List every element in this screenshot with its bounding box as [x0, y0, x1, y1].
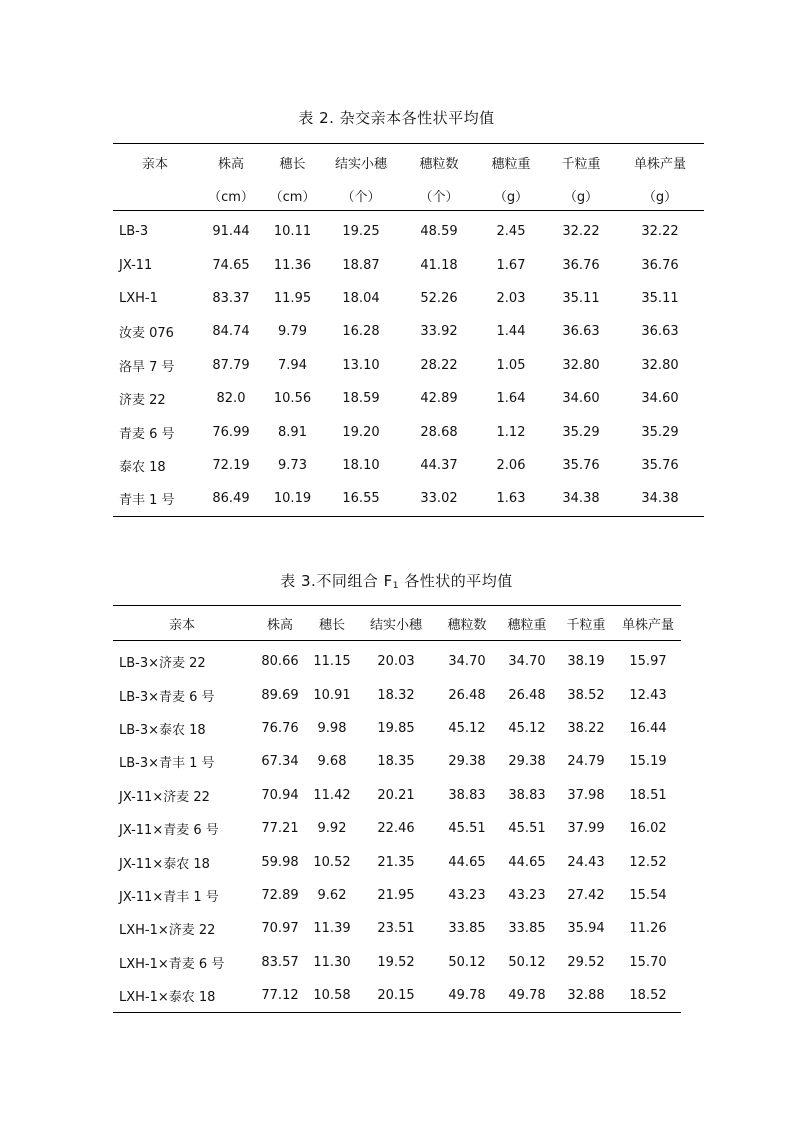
table-row — [113, 641, 681, 679]
value-cell: 80.66 — [261, 654, 299, 670]
value-cell: 37.99 — [567, 821, 605, 837]
value-cell: 36.63 — [562, 324, 600, 340]
value-cell: 36.63 — [641, 324, 679, 340]
table3-header-cell: 穗粒重 — [497, 606, 557, 641]
table2-header-cell: 亲本 — [141, 156, 168, 172]
value-cell: 77.12 — [261, 988, 299, 1004]
value-cell: 9.68 — [317, 754, 347, 770]
value-cell: 7.94 — [278, 357, 307, 373]
value-cell: 34.70 — [508, 654, 546, 670]
row-label-cell: JX-11×泰农 18 — [119, 856, 210, 872]
value-cell: 11.26 — [629, 921, 667, 937]
value-cell: 1.05 — [496, 357, 526, 373]
value-cell: 35.29 — [641, 424, 679, 440]
value-cell: 44.65 — [448, 854, 486, 870]
value-cell: 50.12 — [448, 954, 486, 970]
value-cell: 74.65 — [212, 257, 250, 273]
table2-caption: 表 2. 杂交亲本各性状平均值 — [298, 109, 495, 127]
value-cell: 19.25 — [342, 224, 380, 240]
value-cell: 34.38 — [641, 491, 679, 507]
value-cell: 33.85 — [508, 921, 546, 937]
value-cell: 12.52 — [629, 854, 667, 870]
value-cell: 33.92 — [420, 324, 458, 340]
row-label-cell: JX-11×济麦 22 — [119, 789, 210, 805]
value-cell: 16.55 — [342, 491, 380, 507]
value-cell: 1.67 — [496, 257, 526, 273]
table-row — [113, 912, 681, 945]
value-cell: 22.46 — [377, 821, 415, 837]
value-cell: 38.19 — [567, 654, 605, 670]
table-row — [113, 248, 704, 281]
table2-header-cell: 穗粒数 — [419, 156, 459, 172]
value-cell: 43.23 — [448, 887, 486, 903]
value-cell: 24.79 — [567, 754, 605, 770]
value-cell: 15.97 — [629, 654, 667, 670]
value-cell: 86.49 — [212, 491, 250, 507]
value-cell: 11.95 — [273, 290, 312, 306]
value-cell: 45.51 — [448, 821, 486, 837]
value-cell: 32.88 — [567, 988, 605, 1004]
table2-header-cell: 千粒重 — [561, 156, 601, 172]
value-cell: 12.43 — [629, 687, 667, 703]
table3-header-row — [113, 606, 681, 641]
value-cell: 76.99 — [212, 424, 250, 440]
value-cell: 29.38 — [508, 754, 546, 770]
value-cell: 49.78 — [508, 988, 546, 1004]
table2-header-cell: 单株产量 — [633, 156, 686, 172]
row-label-cell: JX-11 — [119, 257, 153, 273]
value-cell: 18.51 — [629, 787, 667, 803]
value-cell: 9.98 — [317, 720, 347, 736]
value-cell: 18.32 — [377, 687, 415, 703]
value-cell: 20.15 — [377, 988, 415, 1004]
value-cell: 35.76 — [641, 457, 679, 473]
value-cell: 21.95 — [377, 887, 415, 903]
value-cell: 18.35 — [377, 754, 415, 770]
value-cell: 19.85 — [377, 720, 415, 736]
value-cell: 18.59 — [342, 391, 380, 407]
row-label-cell: 青麦 6 号 — [119, 426, 175, 442]
value-cell: 27.42 — [567, 887, 605, 903]
value-cell: 34.70 — [448, 654, 486, 670]
value-cell: 32.22 — [562, 224, 600, 240]
value-cell: 38.22 — [567, 720, 605, 736]
value-cell: 15.70 — [629, 954, 667, 970]
value-cell: 2.06 — [496, 457, 526, 473]
table2-unit-cell: （g） — [546, 180, 616, 211]
value-cell: 33.85 — [448, 921, 486, 937]
table-row — [113, 211, 704, 249]
value-cell: 43.23 — [508, 887, 546, 903]
table2-unit-cell: （个） — [402, 180, 476, 211]
value-cell: 9.73 — [278, 457, 307, 473]
value-cell: 23.51 — [377, 921, 415, 937]
value-cell: 16.44 — [629, 720, 667, 736]
value-cell: 28.22 — [420, 357, 458, 373]
table2-unit-cell: （g） — [616, 180, 704, 211]
value-cell: 13.10 — [342, 357, 380, 373]
value-cell: 76.76 — [261, 720, 299, 736]
table3-caption-main: 表 3.不同组合 F — [280, 572, 393, 590]
value-cell: 26.48 — [508, 687, 546, 703]
table2 — [113, 143, 704, 517]
table3-caption — [0, 570, 793, 591]
table-row — [113, 415, 704, 448]
value-cell: 29.52 — [567, 954, 605, 970]
value-cell: 26.48 — [448, 687, 486, 703]
value-cell: 84.74 — [212, 324, 250, 340]
table2-body — [113, 211, 704, 517]
value-cell: 29.38 — [448, 754, 486, 770]
value-cell: 1.63 — [496, 491, 526, 507]
row-label-cell: LB-3×泰农 18 — [119, 722, 206, 738]
value-cell: 70.97 — [261, 921, 299, 937]
value-cell: 18.04 — [342, 290, 380, 306]
table2-header-row — [113, 144, 704, 181]
row-label-cell: 青丰 1 号 — [119, 493, 175, 509]
table-row — [113, 678, 681, 711]
table-row — [113, 745, 681, 778]
table-row — [113, 449, 704, 482]
row-label-cell: LXH-1 — [119, 290, 158, 306]
value-cell: 70.94 — [261, 787, 299, 803]
table2-unit-cell: （g） — [476, 180, 546, 211]
value-cell: 19.20 — [342, 424, 380, 440]
value-cell: 1.12 — [496, 424, 526, 440]
value-cell: 10.52 — [313, 854, 351, 870]
table-row — [113, 349, 704, 382]
value-cell: 32.22 — [641, 224, 679, 240]
value-cell: 11.36 — [273, 257, 312, 273]
value-cell: 72.19 — [212, 457, 250, 473]
value-cell: 72.89 — [261, 887, 299, 903]
value-cell: 10.19 — [273, 491, 312, 507]
row-label-cell: LB-3×济麦 22 — [119, 656, 206, 672]
table2-units-row — [113, 180, 704, 211]
value-cell: 20.03 — [377, 654, 415, 670]
table-row — [113, 482, 704, 516]
row-label-cell: JX-11×青丰 1 号 — [119, 889, 219, 905]
table2-unit-cell: （cm） — [197, 180, 265, 211]
value-cell: 36.76 — [641, 257, 679, 273]
table-row — [113, 779, 681, 812]
table2-unit-cell — [113, 180, 197, 211]
table-row — [113, 879, 681, 912]
value-cell: 35.11 — [641, 290, 679, 306]
value-cell: 45.12 — [508, 720, 546, 736]
value-cell: 9.62 — [317, 887, 347, 903]
table-row — [113, 382, 704, 415]
value-cell: 15.19 — [629, 754, 667, 770]
row-label-cell: LXH-1×济麦 22 — [119, 923, 216, 939]
value-cell: 18.87 — [342, 257, 380, 273]
value-cell: 82.0 — [216, 391, 246, 407]
value-cell: 52.26 — [420, 290, 458, 306]
value-cell: 67.34 — [261, 754, 299, 770]
value-cell: 11.39 — [313, 921, 351, 937]
row-label-cell: 汝麦 076 — [119, 326, 174, 342]
table-row — [113, 812, 681, 845]
value-cell: 10.58 — [313, 988, 351, 1004]
value-cell: 38.83 — [508, 787, 546, 803]
value-cell: 20.21 — [377, 787, 415, 803]
row-label-cell: LXH-1×泰农 18 — [119, 990, 216, 1006]
value-cell: 35.94 — [567, 921, 605, 937]
table3-header-cell: 株高 — [251, 606, 309, 641]
value-cell: 9.92 — [317, 821, 347, 837]
value-cell: 38.52 — [567, 687, 605, 703]
row-label-cell: 济麦 22 — [119, 393, 166, 409]
table-row — [113, 282, 704, 315]
row-label-cell: 洛旱 7 号 — [119, 359, 175, 375]
value-cell: 89.69 — [261, 687, 299, 703]
table2-header-cell: 穗粒重 — [491, 156, 531, 172]
table2-header-cell: 结实小穗 — [334, 156, 387, 172]
value-cell: 37.98 — [567, 787, 605, 803]
value-cell: 11.42 — [313, 787, 351, 803]
value-cell: 9.79 — [278, 324, 307, 340]
row-label-cell: LXH-1×青麦 6 号 — [119, 956, 225, 972]
value-cell: 28.68 — [420, 424, 458, 440]
value-cell: 44.65 — [508, 854, 546, 870]
value-cell: 83.37 — [212, 290, 250, 306]
value-cell: 49.78 — [448, 988, 486, 1004]
value-cell: 77.21 — [261, 821, 299, 837]
table2-unit-cell: （cm） — [265, 180, 320, 211]
value-cell: 15.54 — [629, 887, 667, 903]
table2-header-cell: 穗长 — [279, 156, 306, 172]
value-cell: 11.30 — [313, 954, 351, 970]
value-cell: 21.35 — [377, 854, 415, 870]
value-cell: 11.15 — [313, 654, 351, 670]
row-label-cell: JX-11×青麦 6 号 — [119, 823, 219, 839]
value-cell: 33.02 — [420, 491, 458, 507]
table-row — [113, 712, 681, 745]
value-cell: 41.18 — [420, 257, 458, 273]
value-cell: 38.83 — [448, 787, 486, 803]
value-cell: 35.76 — [562, 457, 600, 473]
table3-header-cell: 结实小穗 — [355, 606, 437, 641]
value-cell: 36.76 — [562, 257, 600, 273]
table3-body — [113, 641, 681, 1013]
value-cell: 48.59 — [420, 224, 458, 240]
row-label-cell: 泰农 18 — [119, 459, 166, 475]
table3-caption-subscript: 1 — [392, 581, 399, 591]
value-cell: 18.10 — [342, 457, 380, 473]
table-row — [113, 845, 681, 878]
table3-header-cell: 穗粒数 — [437, 606, 497, 641]
value-cell: 59.98 — [261, 854, 299, 870]
value-cell: 24.43 — [567, 854, 605, 870]
value-cell: 35.11 — [562, 290, 600, 306]
value-cell: 42.89 — [420, 391, 458, 407]
table-row — [113, 946, 681, 979]
value-cell: 1.64 — [496, 391, 526, 407]
value-cell: 35.29 — [562, 424, 600, 440]
value-cell: 34.60 — [641, 391, 679, 407]
value-cell: 16.28 — [342, 324, 380, 340]
value-cell: 87.79 — [212, 357, 250, 373]
value-cell: 45.51 — [508, 821, 546, 837]
value-cell: 34.38 — [562, 491, 600, 507]
value-cell: 32.80 — [562, 357, 600, 373]
value-cell: 34.60 — [562, 391, 600, 407]
value-cell: 45.12 — [448, 720, 486, 736]
table3-caption-rest: 各性状的平均值 — [398, 572, 513, 590]
table-row — [113, 315, 704, 348]
table-row — [113, 979, 681, 1013]
value-cell: 2.45 — [496, 224, 526, 240]
row-label-cell: LB-3 — [119, 224, 149, 240]
table2-header-cell: 株高 — [217, 156, 244, 172]
value-cell: 10.11 — [273, 224, 312, 240]
value-cell: 10.91 — [313, 687, 351, 703]
value-cell: 1.44 — [496, 324, 526, 340]
value-cell: 2.03 — [496, 290, 526, 306]
table3-header-cell: 单株产量 — [615, 606, 681, 641]
table3-header-cell: 穗长 — [309, 606, 355, 641]
value-cell: 91.44 — [212, 224, 250, 240]
value-cell: 32.80 — [641, 357, 679, 373]
value-cell: 50.12 — [508, 954, 546, 970]
row-label-cell: LB-3×青丰 1 号 — [119, 756, 215, 772]
value-cell: 44.37 — [420, 457, 458, 473]
value-cell: 16.02 — [629, 821, 667, 837]
table2-unit-cell: （个） — [320, 180, 402, 211]
row-label-cell: LB-3×青麦 6 号 — [119, 689, 215, 705]
table3-header-cell: 千粒重 — [557, 606, 615, 641]
value-cell: 8.91 — [278, 424, 307, 440]
value-cell: 18.52 — [629, 988, 667, 1004]
value-cell: 19.52 — [377, 954, 415, 970]
table3 — [113, 605, 681, 1013]
value-cell: 10.56 — [273, 391, 312, 407]
table3-header-cell: 亲本 — [113, 606, 251, 641]
value-cell: 83.57 — [261, 954, 299, 970]
